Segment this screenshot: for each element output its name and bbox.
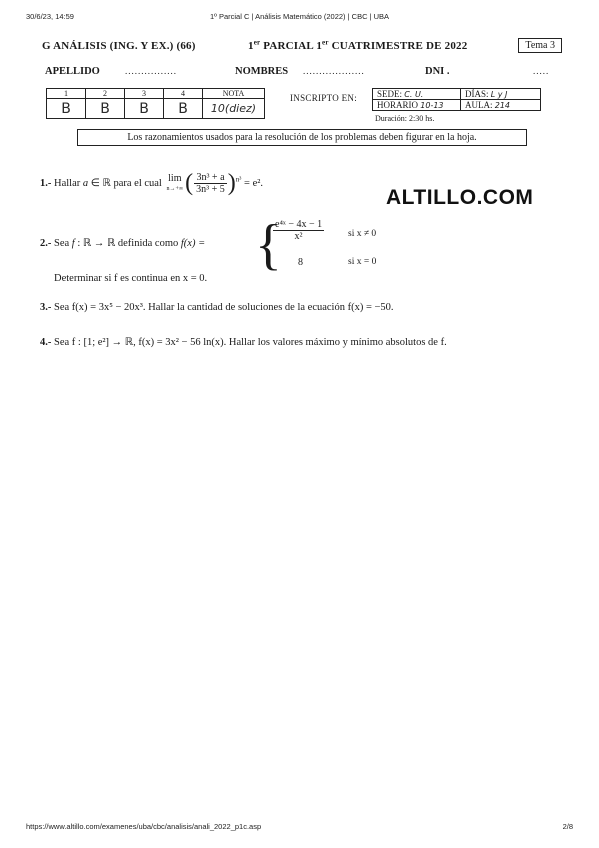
left-paren: ( <box>185 170 194 196</box>
print-page-number: 2/8 <box>562 822 573 831</box>
reasoning-notice: Los razonamientos usados para la resolución de los problemas deben figurar en la hoja. <box>77 129 527 146</box>
piecewise-brace: { <box>255 214 282 276</box>
parcial-prefix: 1 <box>248 40 254 52</box>
case-1-denominator: x² <box>294 231 303 242</box>
limit-operator <box>166 174 183 194</box>
problem-4-text: Sea f : [1; e²] → ℝ, f(x) = 3x² − 56 ln(x). Hallar los valores máximo y mínimo absolutos de f. <box>51 337 447 348</box>
grade-value-4: B <box>164 99 203 119</box>
problem-1-text-a: Hallar <box>51 177 83 189</box>
altillo-watermark: ALTILLO.COM <box>386 186 534 209</box>
horario-value: 10-13 <box>420 101 444 110</box>
case-1-numerator: e⁴ˣ − 4x − 1 <box>275 219 323 230</box>
aula-value: 214 <box>494 101 511 110</box>
grade-header-3: 3 <box>125 89 164 99</box>
limit-fraction <box>194 172 227 195</box>
lim-word: lim <box>168 172 182 184</box>
inscripto-label: INSCRIPTO EN: <box>290 93 357 103</box>
grade-header-nota: NOTA <box>203 89 265 99</box>
parcial-sup: er <box>253 38 261 47</box>
inscripcion-box <box>372 88 541 111</box>
student-fields <box>45 66 557 80</box>
parcial-mid: PARCIAL 1 <box>260 40 323 52</box>
lim-subscript: n→+∞ <box>166 185 184 192</box>
problem-3 <box>40 302 394 313</box>
problem-3-text: Sea f(x) = 3x⁵ − 20x³. Hallar la cantidad de soluciones de la ecuación f(x) = −50. <box>51 302 394 313</box>
dias-label: DÍAS: <box>465 89 489 99</box>
problem-3-number: 3.- <box>40 302 52 313</box>
case-2-value: 8 <box>298 257 303 268</box>
parcial-sup-2: er <box>322 38 329 47</box>
grade-value-1: B <box>47 99 86 119</box>
problem-1-number: 1.- <box>40 177 52 189</box>
problem-2 <box>40 214 420 276</box>
problem-1-result: = e². <box>241 177 264 189</box>
grade-header-1: 1 <box>47 89 86 99</box>
problem-1-var-a: a <box>82 177 89 189</box>
nombres-field: ................... <box>303 66 365 76</box>
problem-2-fn: f <box>71 238 75 249</box>
problem-2-lead <box>40 237 205 249</box>
problem-2-text-a: Sea <box>51 238 72 249</box>
apellido-label: APELLIDO <box>45 66 100 77</box>
horario-label: HORARIO <box>377 100 419 110</box>
case-2-condition: si x = 0 <box>348 257 377 267</box>
print-footer <box>26 822 573 834</box>
limit-numerator: 3n³ + a <box>194 172 227 184</box>
case-1-fraction <box>273 219 324 242</box>
print-page-title: 1º Parcial C | Análisis Matemático (2022) | CBC | UBA <box>209 12 390 21</box>
problem-4 <box>40 336 447 348</box>
duracion: Duración: 2:30 hs. <box>375 114 435 123</box>
sede-label: SEDE: <box>377 89 403 99</box>
dni-field: ..... <box>533 66 550 76</box>
exam-heading <box>42 38 562 56</box>
grade-value-2: B <box>86 99 125 119</box>
problem-2-fx: f(x) = <box>180 238 206 249</box>
exam-parcial <box>248 40 467 52</box>
grade-table <box>46 88 265 119</box>
horario-cell <box>373 100 461 111</box>
grade-header-2: 2 <box>86 89 125 99</box>
problem-1-text-b: ∈ ℝ para el cual <box>88 177 165 189</box>
limit-denominator: 3n³ + 5 <box>196 184 225 195</box>
apellido-field: ................ <box>125 66 177 76</box>
print-header <box>26 12 573 24</box>
problem-1 <box>40 170 263 197</box>
grade-header-4: 4 <box>164 89 203 99</box>
limit-exponent: n³ <box>235 175 242 184</box>
right-paren: ) <box>227 170 236 196</box>
grade-value-3: B <box>125 99 164 119</box>
aula-cell <box>461 100 541 111</box>
tema-badge: Tema 3 <box>518 38 562 53</box>
problem-2-text-b: : ℝ → ℝ definida como <box>74 238 181 249</box>
case-1-condition: si x ≠ 0 <box>348 229 377 239</box>
exam-subject: G ANÁLISIS (ING. Y EX.) (66) <box>42 40 196 52</box>
grade-value-nota: 10(diez) <box>203 99 265 119</box>
print-url: https://www.altillo.com/examenes/uba/cbc/analisis/anali_2022_p1c.asp <box>26 822 262 831</box>
dni-label: DNI . <box>425 66 450 77</box>
problem-4-number: 4.- <box>40 337 52 348</box>
problem-2-number: 2.- <box>40 238 52 249</box>
parcial-suffix: CUATRIMESTRE DE 2022 <box>328 40 468 52</box>
nombres-label: NOMBRES <box>235 66 289 77</box>
problem-2-question: Determinar si f es continua en x = 0. <box>54 273 208 284</box>
dias-value: L y J <box>490 90 508 99</box>
sede-cell <box>373 89 461 100</box>
dias-cell <box>461 89 541 100</box>
aula-label: AULA: <box>465 100 493 110</box>
sede-value: C. U. <box>404 90 424 99</box>
print-date: 30/6/23, 14:59 <box>26 12 74 21</box>
